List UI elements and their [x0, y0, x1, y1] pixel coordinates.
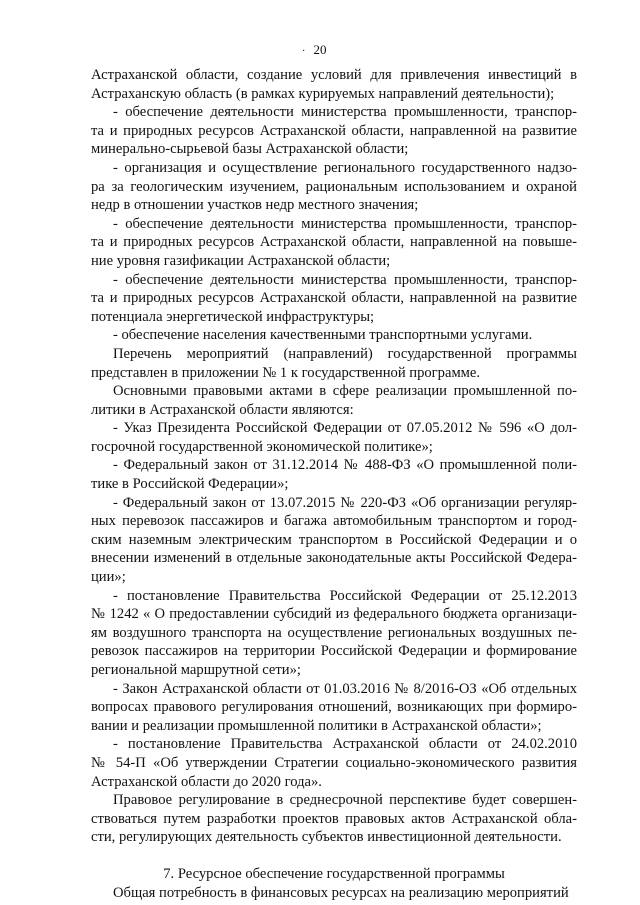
text-line: - обеспечение деятельности министерства промышленности, транспор-	[113, 215, 577, 232]
text-line: - постановление Правительства Астраханской области от 24.02.2010	[113, 736, 577, 753]
text-line: ствоваться путем разработки проектов правовых актов Астраханской обла-	[91, 810, 577, 827]
text-line: недр в отношении участков недр местного значения;	[91, 197, 419, 214]
section-first-line: Общая потребность в финансовых ресурсах на реализацию мероприятий	[113, 884, 569, 901]
text-line: - Закон Астраханской области от 01.03.2016 № 8/2016-ОЗ «Об отдельных	[113, 680, 577, 697]
document-body	[91, 66, 577, 902]
text-line: Астраханскую область (в рамках курируемых направлений деятельности);	[91, 85, 555, 102]
text-line: минерально-сырьевой базы Астраханской области;	[91, 141, 409, 158]
text-line: ям воздушного транспорта на осуществление региональных воздушных пе-	[91, 624, 577, 641]
section-heading: 7. Ресурсное обеспечение государственной программы	[163, 865, 505, 882]
text-line: № 54-П «Об утверждении Стратегии социально-экономического развития	[91, 754, 577, 771]
page-number: 20	[313, 42, 327, 57]
text-line: - обеспечение населения качественными транспортными услугами.	[113, 327, 533, 344]
text-line: внесении изменений в отдельные законодательные акты Российской Федера-	[91, 550, 577, 567]
text-line: Перечень мероприятий (направлений) государственной программы	[113, 345, 577, 362]
text-line: потенциала энергетической инфраструктуры;	[91, 308, 375, 325]
text-line: тике в Российской Федерации»;	[91, 476, 289, 493]
scan-mark: ·	[302, 46, 306, 57]
text-line: вании и реализации промышленной политики в Астраханской области»;	[91, 717, 542, 734]
text-line: ции»;	[91, 569, 126, 586]
text-line: Правовое регулирование в среднесрочной перспективе будет совершен-	[113, 792, 577, 809]
text-line: региональной маршрутной сети»;	[91, 662, 301, 678]
text-line: ревозок пассажиров на территории Российской Федерации и формирование	[91, 643, 577, 660]
text-line: Астраханской области, создание условий для привлечения инвестиций в	[91, 67, 577, 83]
text-line: та и природных ресурсов Астраханской области, направленной на повыше-	[91, 234, 577, 251]
text-line: - обеспечение деятельности министерства промышленности, транспор-	[113, 271, 577, 288]
text-line: - Федеральный закон от 13.07.2015 № 220-ФЗ «Об организации регуляр-	[113, 494, 577, 511]
text-line: - Федеральный закон от 31.12.2014 № 488-ФЗ «О промышленной поли-	[113, 457, 577, 474]
text-line: вопросах правового регулирования отношений, возникающих при формиро-	[91, 699, 577, 716]
body-text	[91, 66, 577, 847]
text-line: Основными правовыми актами в сфере реализации промышленной по-	[113, 383, 577, 400]
text-line: ра за геологическим изучением, рациональным использованием и охраной	[91, 178, 577, 195]
text-line: литики в Астраханской области являются:	[91, 401, 354, 418]
text-line: представлен в приложении № 1 к государственной программе.	[91, 364, 481, 381]
text-line: - Указ Президента Российской Федерации от 07.05.2012 № 596 «О дол-	[113, 420, 577, 437]
text-line: сти, регулирующих деятельность субъектов инвестиционной деятельности.	[91, 829, 562, 846]
section-spacer	[91, 847, 577, 865]
text-line: та и природных ресурсов Астраханской области, направленной на развитие	[91, 290, 577, 307]
text-line: № 1242 « О предоставлении субсидий из федерального бюджета организаци-	[91, 606, 577, 623]
text-line: - организация и осуществление регионального государственного надзо-	[113, 159, 577, 176]
text-line: Астраханской области до 2020 года».	[91, 773, 322, 790]
text-line: ных перевозок пассажиров и багажа автомобильным транспортом и город-	[91, 513, 577, 530]
text-line: ние уровня газификации Астраханской области;	[91, 252, 391, 269]
text-line: - обеспечение деятельности министерства промышленности, транспор-	[113, 104, 577, 121]
text-line: ским наземным электрическим транспортом в Российской Федерации и о	[91, 531, 577, 548]
text-line: - постановление Правительства Российской Федерации от 25.12.2013	[113, 587, 577, 604]
text-line: та и природных ресурсов Астраханской области, направленной на развитие	[91, 122, 577, 139]
text-line: госрочной государственной экономической политике»;	[91, 438, 433, 455]
